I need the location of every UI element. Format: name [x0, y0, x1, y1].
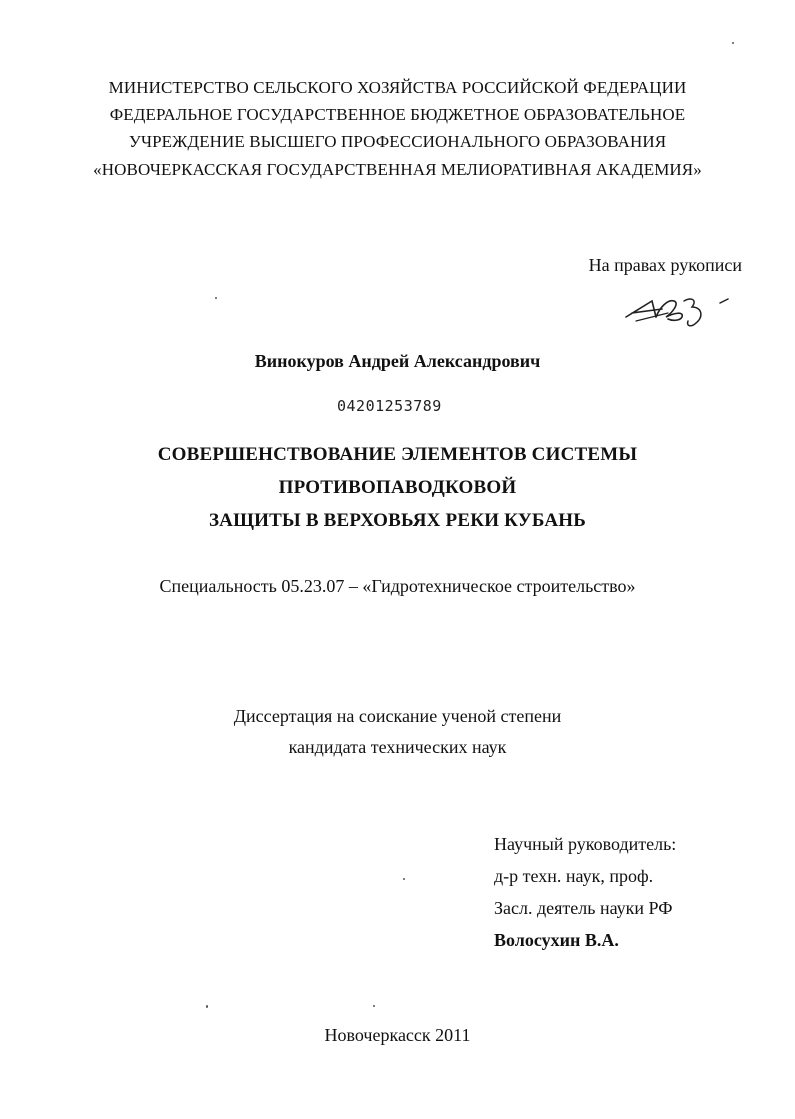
dissertation-line-2: кандидата технических наук: [288, 737, 507, 757]
supervisor-label: Научный руководитель:: [494, 834, 677, 854]
footer-place-year: Новочеркасск 2011: [324, 1025, 471, 1045]
scan-speck: [206, 1005, 208, 1008]
dissertation-line-1: Диссертация на соискание ученой степени: [233, 706, 562, 726]
title-line-3: ЗАЩИТЫ В ВЕРХОВЬЯХ РЕКИ КУБАНЬ: [208, 510, 587, 531]
supervisor-name: Волосухин В.А.: [494, 930, 619, 950]
header-education-line: УЧРЕЖДЕНИЕ ВЫСШЕГО ПРОФЕССИОНАЛЬНОГО ОБРАЗОВАНИЯ: [128, 132, 667, 151]
scan-speck: [373, 1005, 375, 1007]
scan-speck: [403, 878, 405, 880]
header-academy-line: «НОВОЧЕРКАССКАЯ ГОСУДАРСТВЕННАЯ МЕЛИОРАТИВНАЯ АКАДЕМИЯ»: [93, 160, 702, 179]
scan-speck: [732, 42, 734, 44]
title-line-2: ПРОТИВОПАВОДКОВОЙ: [278, 477, 517, 498]
manuscript-note: На правах рукописи: [588, 255, 742, 275]
registration-code: 04201253789: [337, 397, 442, 415]
specialty-line: Специальность 05.23.07 – «Гидротехническое строительство»: [159, 576, 636, 596]
handwritten-signature: [622, 287, 732, 335]
header-institution-line: ФЕДЕРАЛЬНОЕ ГОСУДАРСТВЕННОЕ БЮДЖЕТНОЕ ОБРАЗОВАТЕЛЬНОЕ: [109, 105, 686, 124]
author-name: Винокуров Андрей Александрович: [254, 351, 541, 371]
scan-speck: [215, 297, 217, 299]
title-line-1: СОВЕРШЕНСТВОВАНИЕ ЭЛЕМЕНТОВ СИСТЕМЫ: [157, 444, 638, 465]
supervisor-degree: д-р техн. наук, проф.: [494, 866, 654, 886]
header-ministry-line: МИНИСТЕРСТВО СЕЛЬСКОГО ХОЗЯЙСТВА РОССИЙСКОЙ ФЕДЕРАЦИИ: [108, 78, 687, 97]
supervisor-honor: Засл. деятель науки РФ: [494, 898, 673, 918]
